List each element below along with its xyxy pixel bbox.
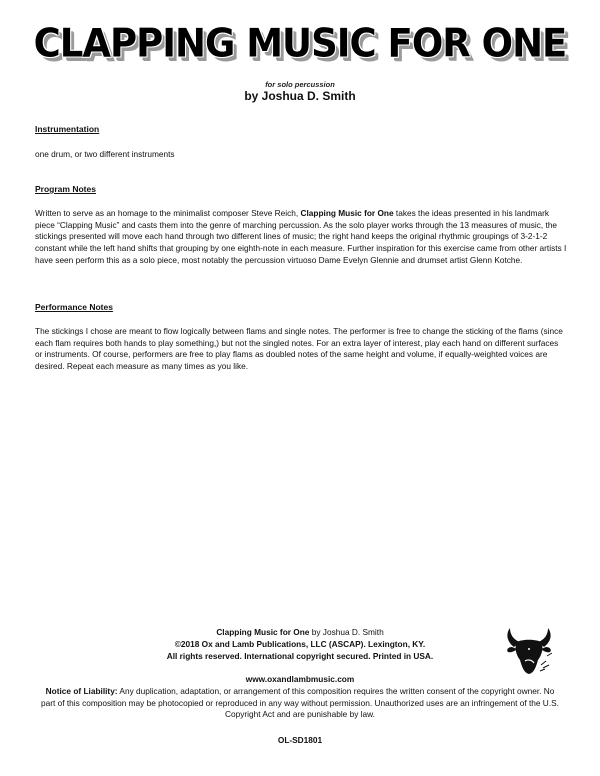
credit-author: by Joshua D. Smith [309, 627, 384, 637]
section-heading-performance-notes: Performance Notes [35, 302, 113, 312]
copyright-line: ©2018 Ox and Lamb Publications, LLC (ASCAP). Lexington, KY. [174, 639, 426, 649]
credit-title: Clapping Music for One [216, 627, 310, 637]
section-heading-instrumentation: Instrumentation [35, 124, 100, 134]
page-title: CLAPPING MUSIC FOR ONE [33, 20, 567, 67]
program-notes-text [35, 208, 567, 267]
author-line: by Joshua D. Smith [244, 89, 356, 103]
program-notes-text-part: Written to serve as an homage to the minimalist composer Steve Reich, [35, 208, 301, 218]
page-subtitle: for solo percussion [265, 80, 335, 89]
section-heading-program-notes: Program Notes [35, 184, 96, 194]
rights-line: All rights reserved. International copyright secured. Printed in USA. [166, 651, 434, 661]
website-link[interactable]: www.oxandlambmusic.com [245, 674, 355, 684]
ox-head-logo-icon [500, 625, 560, 680]
performance-notes-text: The stickings I chose are meant to flow logically between flams and single notes. The performer is free to change the sticking of the flams (since each flam requires both hands to play something,) but not the singled notes. For an extra layer of interest, play each hand on different surfaces or instruments. Of course, performers are free to play flams as doubled notes of the same height and volume, if equally-weighted voices are desired. Repeat each measure as many times as you like. [35, 326, 563, 372]
catalog-number: OL-SD1801 [277, 735, 323, 745]
program-notes-text-part: takes the ideas presented in his landmark piece “Clapping Music” and casts them into the genre of marching percussion. As the solo player works through the 13 measures of music, the stickings presented will move each hand through two different lines of music; the right hand keeps the original rhythmic groupings of 3-2-1-2 constant while the left hand shifts that grouping by one eighth-note in each measure. Further inspiration for this exercise came from other artists I have seen perform this as a solo piece, most notably the percussion virtuoso Dame Evelyn Glennie and drumset artist Glenn Kotche. [35, 208, 567, 265]
program-notes-piece-title: Clapping Music for One [300, 208, 394, 218]
instrumentation-text: one drum, or two different instruments [35, 149, 175, 159]
notice-text: Any duplication, adaptation, or arrangement of this composition requires the written consent of the copyright owner. No part of this composition may be photocopied or reproduced in any way without permission. Unauthorized uses are an infringement of the U.S. Copyright Act and are punishable by law. [41, 686, 559, 720]
notice-of-liability [38, 686, 562, 721]
notice-label: Notice of Liability: [45, 686, 118, 696]
